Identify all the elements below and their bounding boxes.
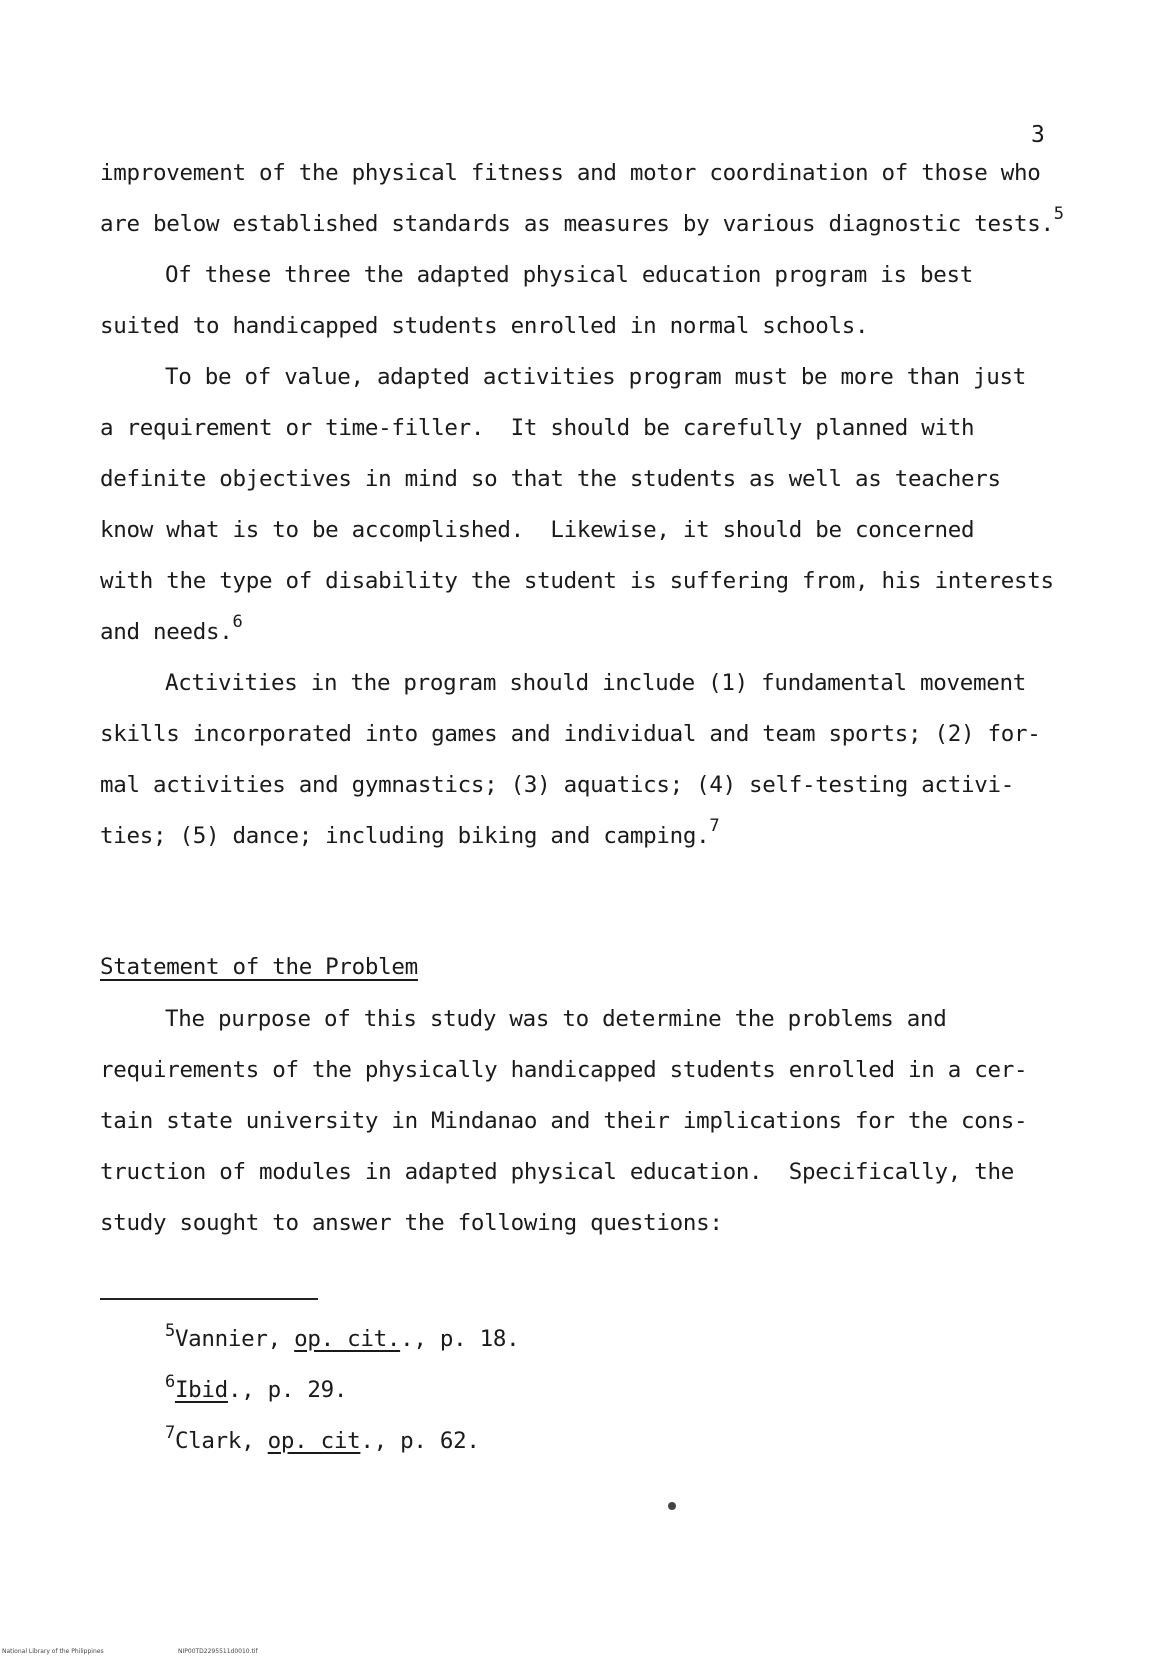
body-text-line: requirements of the physically handicapped students enrolled in a cer-	[100, 1057, 1028, 1083]
footnote	[165, 1423, 480, 1454]
footnote-ref: op. cit	[267, 1428, 361, 1454]
body-text-line: Activities in the program should include (1) fundamental movement	[165, 670, 1027, 696]
body-text-line: tain state university in Mindanao and their implications for the cons-	[100, 1108, 1028, 1134]
footnote-number: 7	[165, 1423, 175, 1443]
body-text-line: The purpose of this study was to determine the problems and	[165, 1006, 947, 1032]
body-text-line: definite objectives in mind so that the students as well as teachers	[100, 466, 1001, 492]
body-text-line: with the type of disability the student is suffering from, his interests	[100, 568, 1054, 594]
body-text-line: Of these three the adapted physical education program is best	[165, 262, 974, 288]
body-text-line	[100, 204, 1064, 237]
footnote-rule	[100, 1298, 318, 1300]
footnote	[165, 1372, 348, 1403]
scan-strip	[0, 1648, 258, 1669]
footnote-page: ., p. 29.	[227, 1377, 348, 1403]
body-text-line: truction of modules in adapted physical education. Specifically, the	[100, 1159, 1014, 1185]
body-text-line: To be of value, adapted activities program must be more than just	[165, 364, 1027, 390]
body-text: are below established standards as measures by various diagnostic tests.	[100, 211, 1054, 237]
body-text: ties; (5) dance; including biking and camping.	[100, 823, 710, 849]
body-text-line	[100, 612, 243, 645]
body-text-line: mal activities and gymnastics; (3) aquatics; (4) self-testing activi-	[100, 772, 1014, 798]
body-text-line	[100, 816, 720, 849]
body-text-line: skills incorporated into games and individual and team sports; (2) for-	[100, 721, 1041, 747]
footnote-author: Vannier,	[174, 1326, 295, 1352]
scan-smudge	[668, 1502, 676, 1510]
footnote-ref: Ibid	[174, 1377, 228, 1403]
footnote-number: 6	[165, 1372, 175, 1392]
footnote-marker: 7	[709, 816, 720, 836]
body-text-line: suited to handicapped students enrolled in normal schools.	[100, 313, 869, 339]
body-text-line: a requirement or time-filler. It should be carefully planned with	[100, 415, 975, 441]
scan-library-label: National Library of the Philippines	[2, 1648, 104, 1655]
section-heading: Statement of the Problem	[100, 954, 418, 980]
body-text: and needs.	[100, 619, 233, 645]
footnote-page: ., p. 18.	[400, 1326, 520, 1352]
footnote-marker: 6	[232, 612, 243, 632]
footnote-marker: 5	[1053, 204, 1064, 224]
page-number: 3	[1031, 122, 1045, 148]
footnote-ref: op. cit.	[294, 1326, 401, 1352]
body-text-line: improvement of the physical fitness and motor coordination of those who	[100, 160, 1041, 186]
footnote-author: Clark,	[174, 1428, 268, 1454]
body-text-line: study sought to answer the following questions:	[100, 1210, 723, 1236]
footnote-page: ., p. 62.	[360, 1428, 480, 1454]
scan-file-id: NIP00TD2295511d0010.tif	[178, 1648, 258, 1655]
body-text-line: know what is to be accomplished. Likewise, it should be concerned	[100, 517, 975, 543]
footnote-number: 5	[165, 1321, 175, 1341]
footnote	[165, 1321, 520, 1352]
